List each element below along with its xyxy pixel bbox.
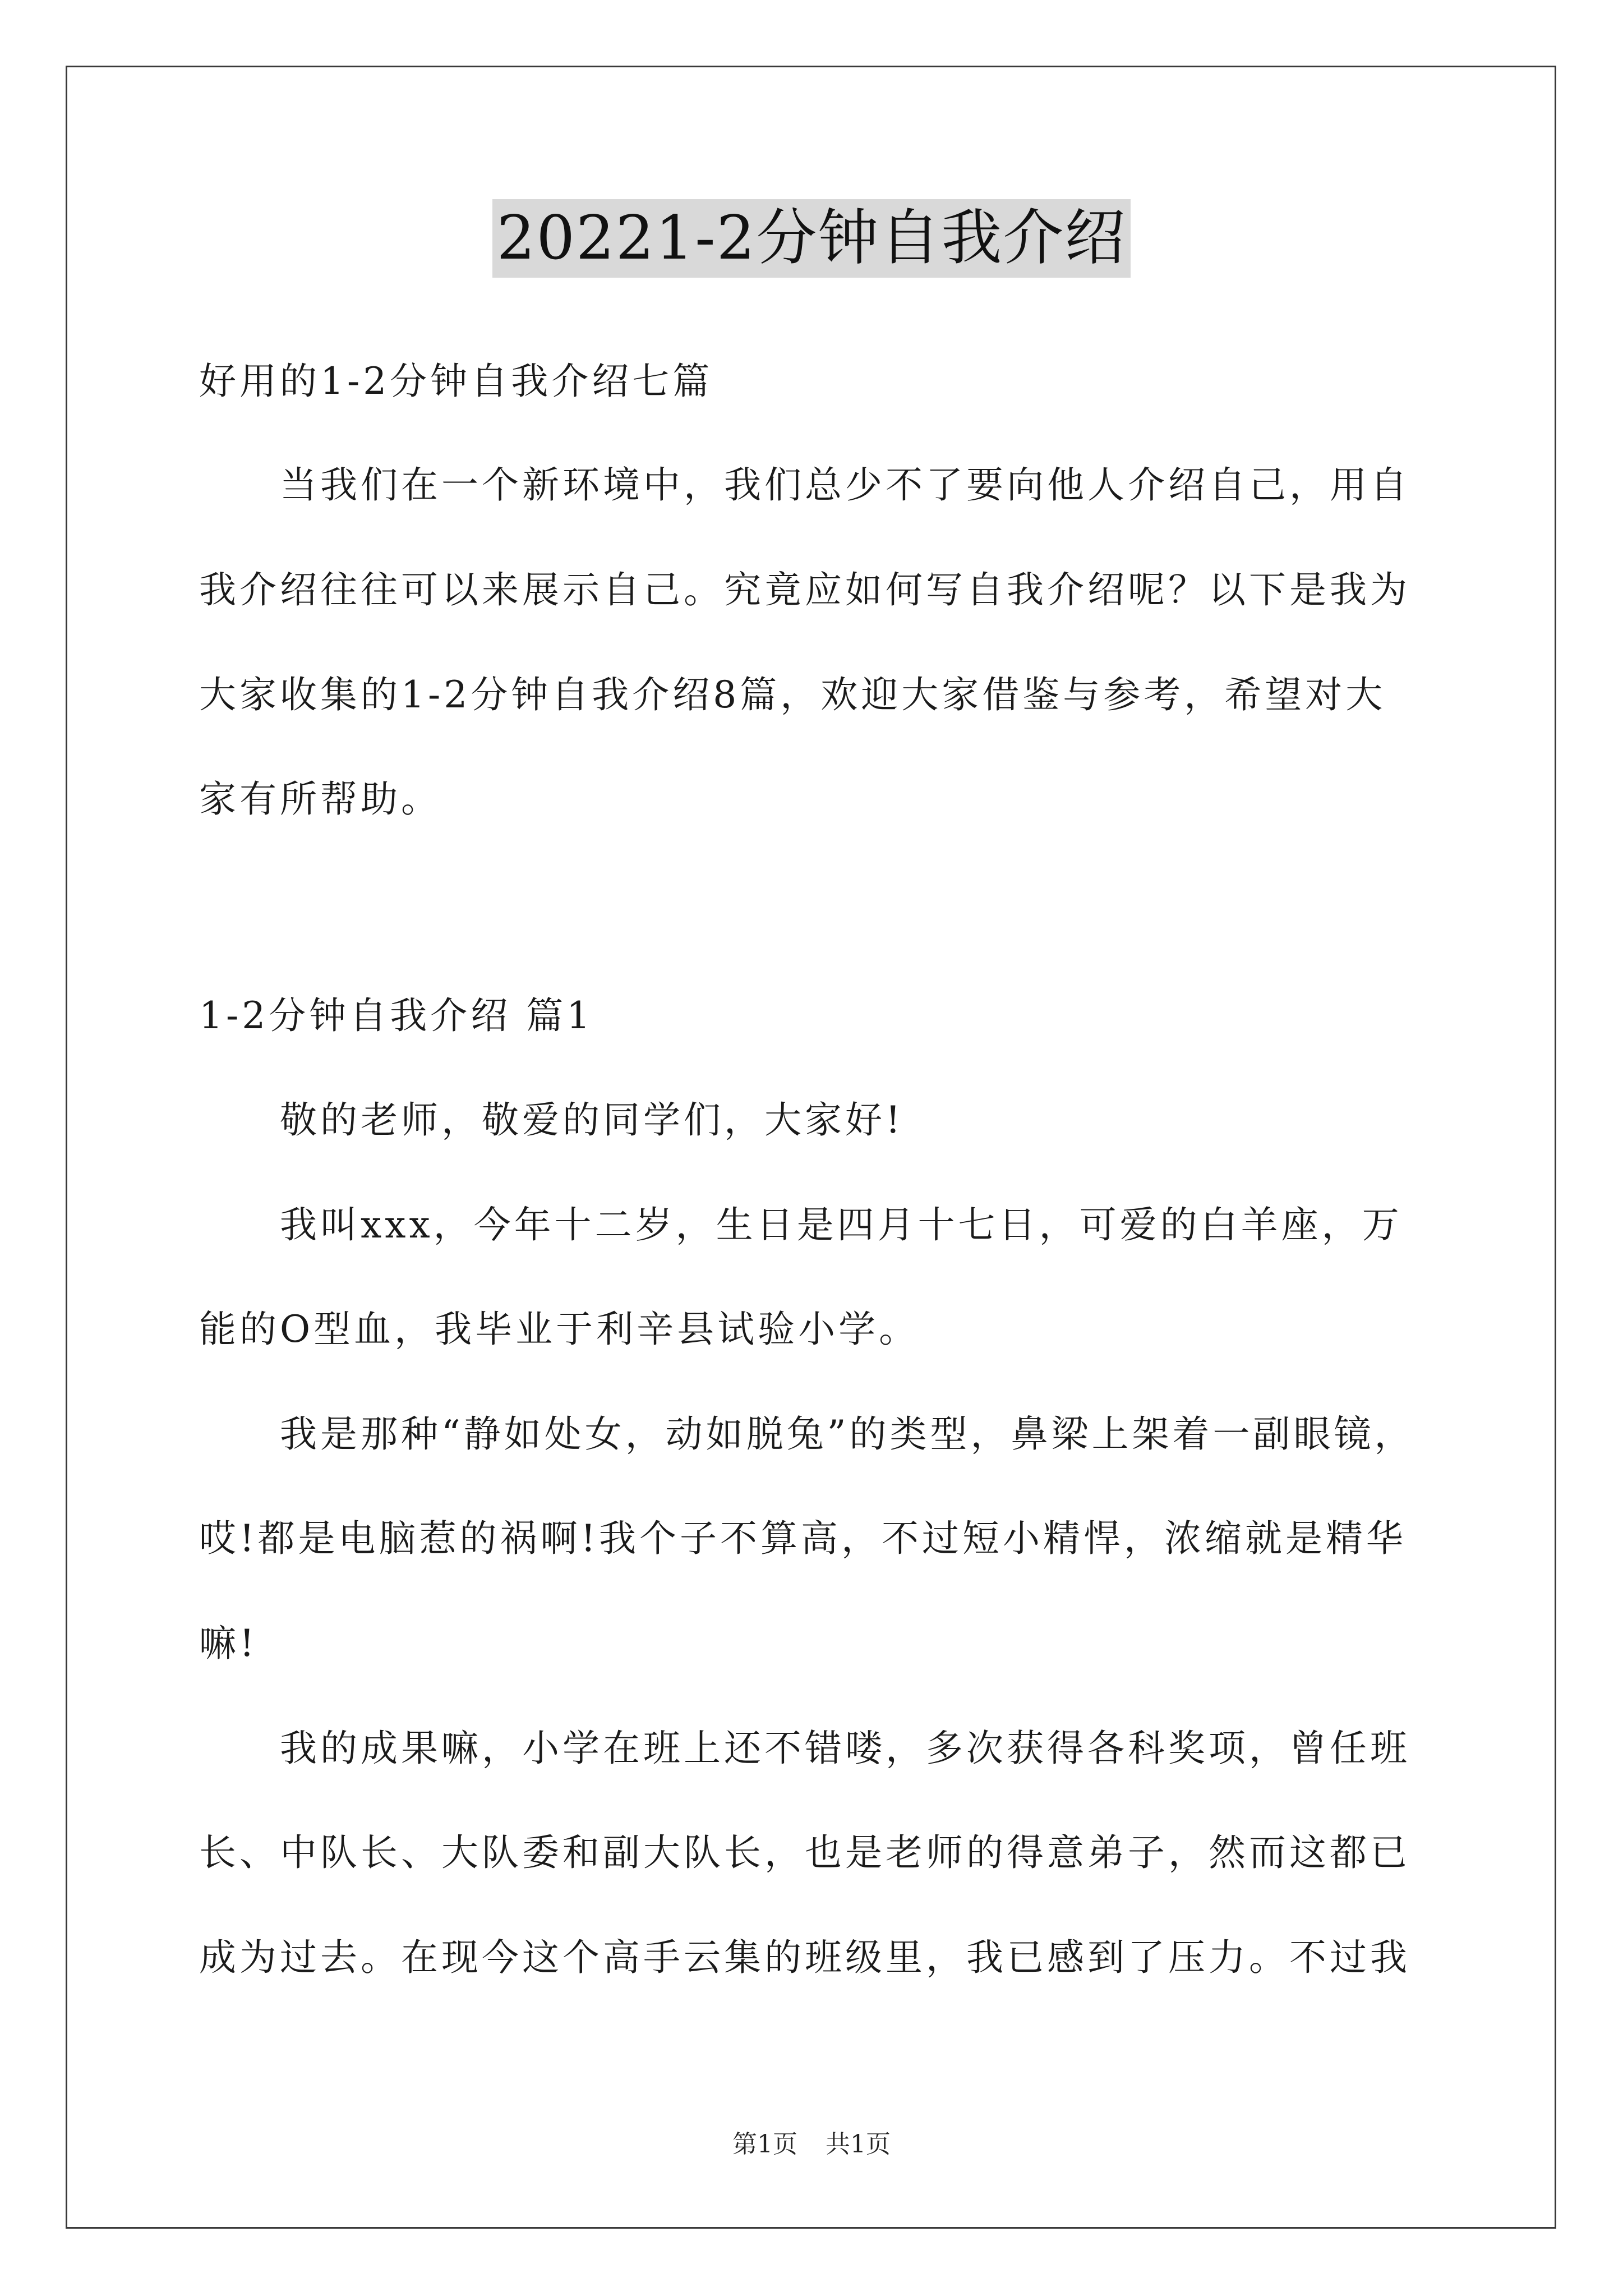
page-number-current: 第1页 <box>732 2130 797 2159</box>
paragraph-line: 嘛! <box>199 1622 258 1665</box>
paragraph-line: 大家收集的1-2分钟自我介绍8篇，欢迎大家借鉴与参考，希望对大 <box>199 673 1386 716</box>
paragraph-line: 长、中队长、大队委和副大队长，也是老师的得意弟子，然而这都已 <box>199 1831 1410 1874</box>
paragraph-line: 家有所帮助。 <box>199 777 441 821</box>
paragraph-line: 我是那种“静如处女，动如脱兔”的类型，鼻梁上架着一副眼镜， <box>199 1412 1415 1456</box>
paragraph-line: 当我们在一个新环境中，我们总少不了要向他人介绍自己，用自 <box>199 463 1410 507</box>
page-footer <box>0 2129 1623 2160</box>
paragraph-line: 我的成果嘛，小学在班上还不错喽，多次获得各科奖项，曾任班 <box>199 1727 1410 1770</box>
subtitle-line: 好用的1-2分钟自我介绍七篇 <box>199 360 713 403</box>
section-heading: 1-2分钟自我介绍 篇1 <box>199 994 594 1037</box>
title-container <box>0 199 1623 278</box>
paragraph-line: 成为过去。在现今这个高手云集的班级里，我已感到了压力。不过我 <box>199 1936 1410 1979</box>
page-number-total: 共1页 <box>826 2130 891 2159</box>
paragraph-line: 我叫xxx，今年十二岁，生日是四月十七日，可爱的白羊座，万 <box>199 1203 1403 1246</box>
paragraph-line: 哎!都是电脑惹的祸啊!我个子不算高，不过短小精悍，浓缩就是精华 <box>199 1517 1407 1560</box>
paragraph-line: 我介绍往往可以来展示自己。究竟应如何写自我介绍呢？以下是我为 <box>199 568 1410 611</box>
paragraph-line: 敬的老师，敬爱的同学们，大家好! <box>199 1098 904 1142</box>
document-title: 20221-2分钟自我介绍 <box>492 199 1131 278</box>
paragraph-line: 能的O型血，我毕业于利辛县试验小学。 <box>199 1308 920 1351</box>
